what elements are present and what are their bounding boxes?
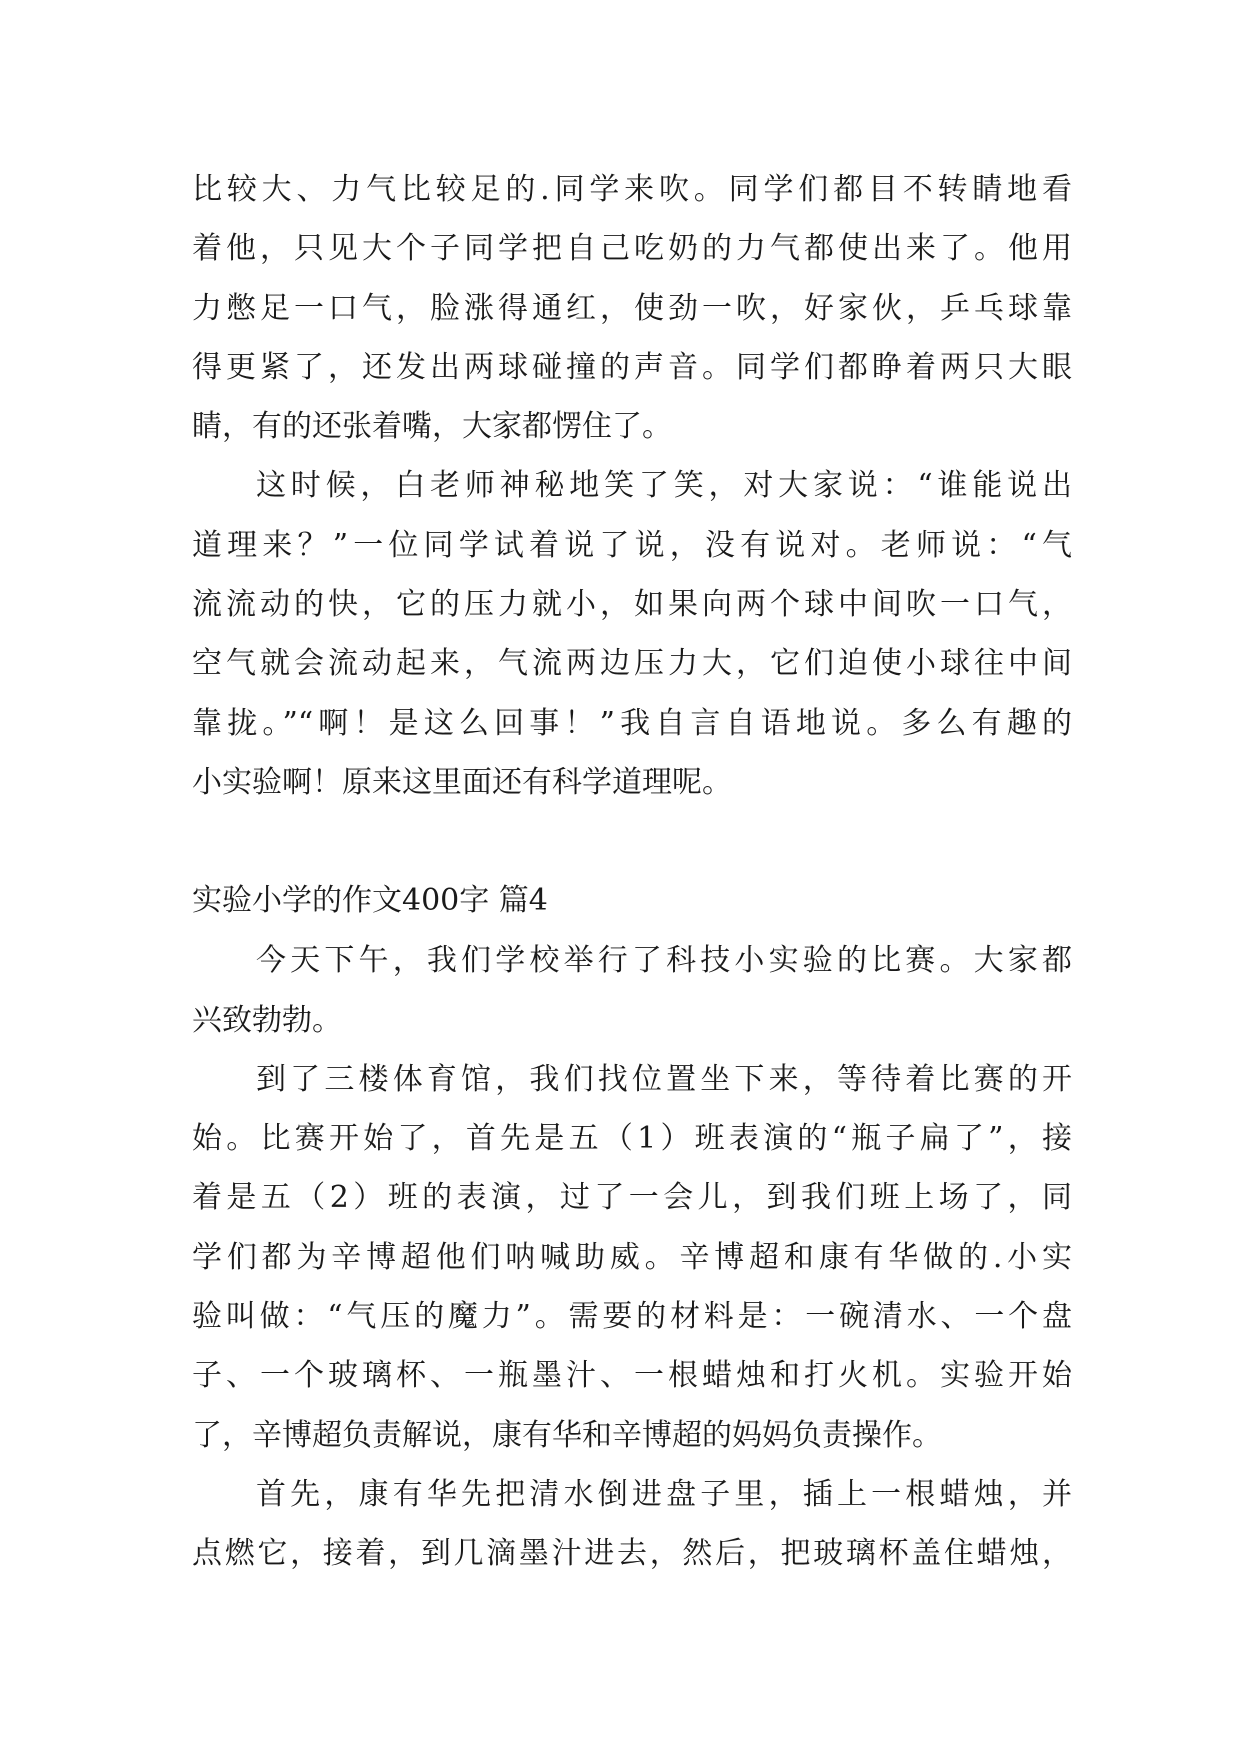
paragraph-line: 始。比赛开始了，首先是五（1）班表演的“瓶子扁了”，接 [192,1121,1072,1157]
section-gap [192,812,1072,871]
paragraph-line: 靠拢。”“啊！是这么回事！”我自言自语地说。多么有趣的 [192,705,1072,741]
paragraph-line: 道理来？”一位同学试着说了说，没有说对。老师说：“气 [192,527,1072,563]
paragraph-line: 空气就会流动起来，气流两边压力大，它们迫使小球往中间 [192,646,1072,682]
paragraph-line: 着是五（2）班的表演，过了一会儿，到我们班上场了，同 [192,1180,1072,1216]
paragraph [192,1050,1072,1465]
paragraph-line: 验叫做：“气压的魔力”。需要的材料是：一碗清水、一个盘 [192,1299,1072,1335]
paragraph [192,160,1072,456]
paragraph-line: 今天下午，我们学校举行了科技小实验的比赛。大家都 [256,943,1072,979]
paragraph-line: 得更紧了，还发出两球碰撞的声音。同学们都睁着两只大眼 [192,349,1072,385]
paragraph [192,931,1072,1050]
paragraph-line: 睛，有的还张着嘴，大家都愣住了。 [192,409,672,445]
paragraph-line: 这时候，白老师神秘地笑了笑，对大家说：“谁能说出 [256,468,1072,504]
paragraph-line: 子、一个玻璃杯、一瓶墨汁、一根蜡烛和打火机。实验开始 [192,1358,1072,1394]
paragraph [192,1465,1072,1584]
paragraph-line: 着他，只见大个子同学把自己吃奶的力气都使出来了。他用 [192,231,1072,267]
paragraph-line: 到了三楼体育馆，我们找位置坐下来，等待着比赛的开 [256,1061,1072,1097]
paragraph-line: 小实验啊！原来这里面还有科学道理呢。 [192,764,732,800]
paragraph-line: 流流动的快，它的压力就小，如果向两个球中间吹一口气， [192,587,1072,623]
paragraph-line: 兴致勃勃。 [192,1002,342,1038]
paragraph-line: 学们都为辛博超他们呐喊助威。辛博超和康有华做的.小实 [192,1239,1072,1275]
paragraph-line: 了，辛博超负责解说，康有华和辛博超的妈妈负责操作。 [192,1417,942,1453]
paragraph-line: 点燃它，接着，到几滴墨汁进去，然后，把玻璃杯盖住蜡烛， [192,1536,1072,1572]
paragraph-line: 比较大、力气比较足的.同学来吹。同学们都目不转睛地看 [192,172,1072,207]
paragraph-line: 首先，康有华先把清水倒进盘子里，插上一根蜡烛，并 [256,1476,1072,1512]
paragraph-line: 力憋足一口气，脸涨得通红，使劲一吹，好家伙，乒乓球靠 [192,290,1072,326]
section-heading: 实验小学的作文400字 篇4 [192,883,548,919]
paragraph [192,456,1072,812]
document-page [192,160,1072,1584]
